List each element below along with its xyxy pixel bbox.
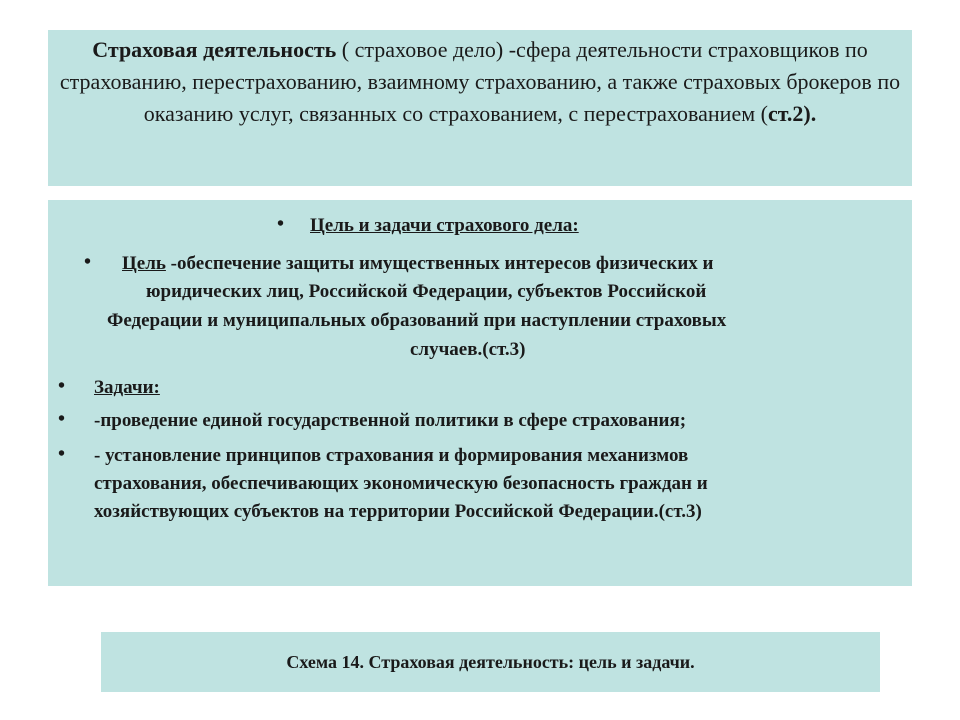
caption-box [101,632,880,692]
goals-heading: Цель и задачи страхового дела: [310,215,579,236]
task-2-line-3: хозяйствующих субъектов на территории Российской Федерации.(ст.3) [94,501,702,522]
bullet-heading: • [277,213,285,235]
caption-text: Схема 14. Страховая деятельность: цель и задачи. [286,652,695,672]
task-2-line-1: - установление принципов страхования и формирования механизмов [94,445,689,466]
goal-line-3: Федерации и муниципальных образований при наступлении страховых [107,310,727,331]
goal-line-1 [122,250,714,278]
goals-box [48,200,912,586]
bullet-task-1: • [58,408,66,430]
definition-term: Страховая деятельность [92,37,337,62]
goal-line-1-text: -обеспечение защиты имущественных интересов физических и [165,253,714,274]
definition-body: ( страховое дело) -сфера деятельности страховщиков по страхованию, перестрахованию, взаимному страхованию, а также страховых брокеров по оказанию услуг, связанных со страхованием, с перестрахованием ( [59,37,901,126]
bullet-goal: • [84,251,92,273]
goal-line-4: случаев.(ст.3) [410,339,526,360]
goal-line-2: юридических лиц, Российской Федерации, субъектов Российской [146,281,707,302]
definition-ref: ст.2). [767,101,817,126]
task-1: -проведение единой государственной политики в сфере страхования; [94,410,687,431]
definition-box [48,30,912,186]
tasks-label: Задачи: [94,377,160,398]
bullet-task-2: • [58,443,66,465]
bullet-tasks: • [58,375,66,397]
goal-label: Цель [122,253,166,274]
definition-text [58,34,902,130]
task-2-line-2: страхования, обеспечивающих экономическую безопасность граждан и [94,473,708,494]
